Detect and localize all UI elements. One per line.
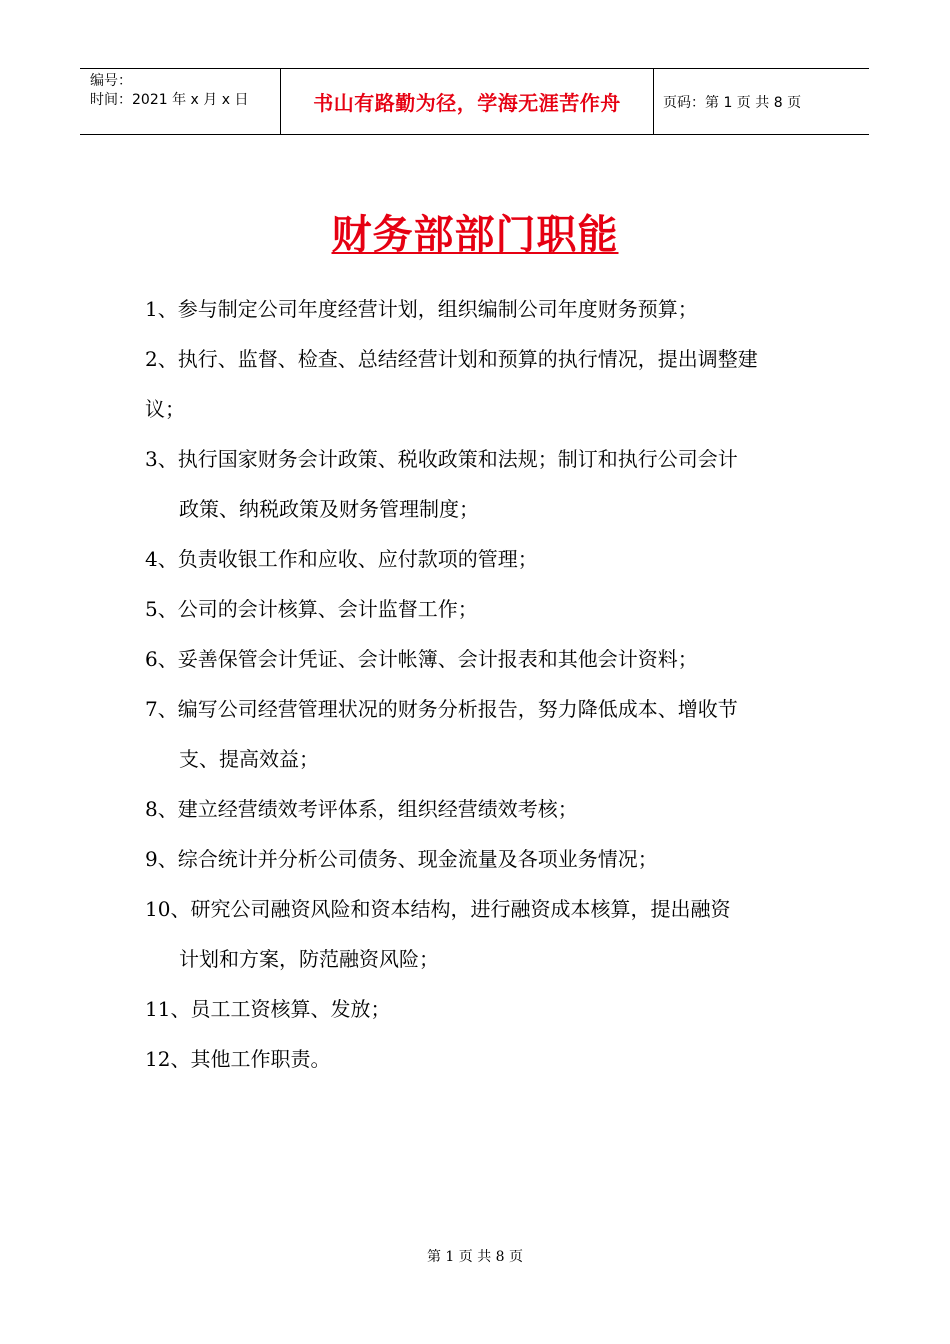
list-item: 1、参与制定公司年度经营计划，组织编制公司年度财务预算；	[145, 297, 698, 321]
page-title-text: 财务部部门职能	[331, 211, 619, 258]
page-title	[0, 203, 950, 260]
list-item: 11、员工工资核算、发放；	[145, 997, 391, 1021]
list-item: 2、执行、监督、检查、总结经营计划和预算的执行情况，提出调整建 议；	[145, 347, 758, 421]
list-item: 8、建立经营绩效考评体系，组织经营绩效考核；	[145, 797, 578, 821]
date-label: 时间：2021 年 x 月 x 日	[90, 92, 249, 108]
page-footer: 第 1 页 共 8 页	[426, 1249, 524, 1265]
header-info-cell	[80, 69, 281, 134]
list-item: 6、妥善保管会计凭证、会计帐簿、会计报表和其他会计资料；	[145, 647, 698, 671]
number-label: 编号：	[90, 73, 132, 89]
list-item: 9、综合统计并分析公司债务、现金流量及各项业务情况；	[145, 847, 658, 871]
list-item: 4、负责收银工作和应收、应付款项的管理；	[145, 547, 538, 571]
list-item: 3、执行国家财务会计政策、税收政策和法规；制订和执行公司会计 政策、纳税政策及财务管理制度；	[145, 447, 738, 521]
list-item: 12、其他工作职责。	[145, 1047, 331, 1071]
page-label: 页码：第 1 页 共 8 页	[663, 94, 802, 111]
header-page-cell	[654, 69, 869, 134]
list-item: 10、研究公司融资风险和资本结构，进行融资成本核算，提出融资 计划和方案，防范融资风险；	[145, 897, 731, 971]
motto-text: 书山有路勤为径，学海无涯苦作舟	[313, 91, 621, 115]
header-motto-cell	[281, 69, 654, 134]
list-item: 5、公司的会计核算、会计监督工作；	[145, 597, 478, 621]
list-item: 7、编写公司经营管理状况的财务分析报告，努力降低成本、增收节 支、提高效益；	[145, 697, 738, 771]
header-table	[80, 68, 869, 135]
duty-list	[145, 284, 825, 1084]
